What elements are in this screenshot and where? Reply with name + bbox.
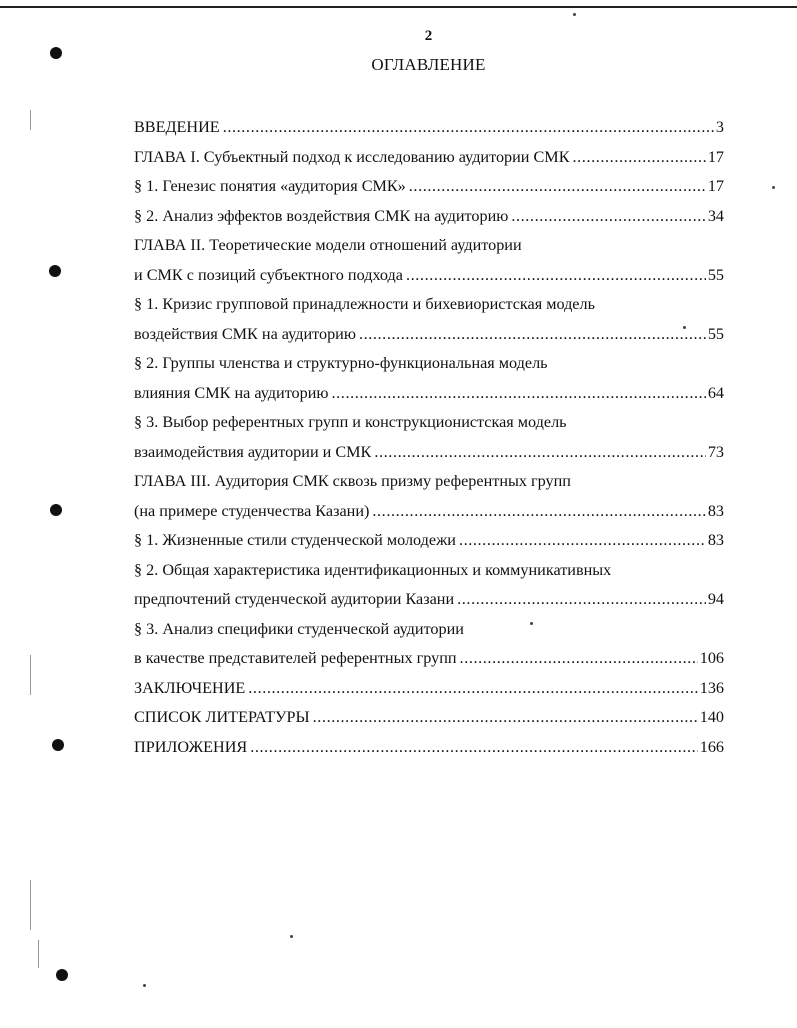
toc-entry bbox=[134, 290, 724, 320]
toc-entry-page: 94 bbox=[707, 590, 724, 608]
binder-line bbox=[30, 110, 31, 130]
toc-entry-page: 55 bbox=[707, 324, 724, 343]
toc-entry-label: влияния СМК на аудиторию bbox=[134, 383, 329, 402]
toc-entry bbox=[134, 143, 724, 173]
toc-entry-label: (на примере студенчества Казани) bbox=[134, 501, 370, 520]
toc-entry-label: § 1. Жизненные стили студенческой молодежи bbox=[134, 531, 456, 549]
punch-hole bbox=[50, 504, 62, 516]
toc-entry bbox=[134, 349, 724, 379]
toc-dot-leader bbox=[313, 703, 698, 733]
toc-dot-leader bbox=[250, 733, 698, 763]
toc-entry-page: 106 bbox=[699, 649, 724, 667]
toc-entry-label: § 2. Анализ эффектов воздействия СМК на аудиторию bbox=[134, 206, 509, 225]
toc-entry bbox=[134, 674, 724, 704]
toc-entry bbox=[134, 615, 724, 645]
toc-entry-label: в качестве представителей референтных групп bbox=[134, 649, 457, 667]
toc-dot-leader bbox=[409, 172, 706, 202]
toc-entry-label: § 3. Анализ специфики студенческой аудитории bbox=[134, 619, 464, 638]
toc-entry-page: 166 bbox=[699, 737, 724, 756]
toc-dot-leader bbox=[460, 644, 698, 674]
toc-entry bbox=[134, 467, 724, 497]
toc-entry bbox=[134, 438, 724, 468]
toc-entry bbox=[134, 408, 724, 438]
toc-entry-label: СПИСОК ЛИТЕРАТУРЫ bbox=[134, 708, 310, 726]
toc-dot-leader bbox=[573, 143, 706, 173]
toc-entry-page: 136 bbox=[699, 678, 724, 697]
scan-edge-top bbox=[0, 6, 797, 8]
table-of-contents bbox=[134, 113, 724, 762]
toc-dot-leader bbox=[511, 202, 705, 232]
toc-entry-page: 83 bbox=[707, 501, 724, 520]
toc-dot-leader bbox=[223, 113, 714, 143]
toc-entry-label: ВВЕДЕНИЕ bbox=[134, 118, 220, 136]
toc-entry-label: ГЛАВА III. Аудитория СМК сквозь призму референтных групп bbox=[134, 472, 571, 490]
toc-entry-label: § 1. Генезис понятия «аудитория СМК» bbox=[134, 177, 406, 195]
page-title: ОГЛАВЛЕНИЕ bbox=[371, 55, 486, 74]
toc-entry-page: 64 bbox=[707, 383, 724, 402]
scan-speck bbox=[772, 186, 775, 189]
toc-entry-page: 17 bbox=[707, 177, 724, 195]
toc-entry bbox=[134, 644, 724, 674]
toc-dot-leader bbox=[459, 526, 706, 556]
toc-entry bbox=[134, 231, 724, 261]
toc-entry bbox=[134, 379, 724, 409]
scan-speck bbox=[573, 13, 576, 16]
toc-entry bbox=[134, 202, 724, 232]
punch-hole bbox=[52, 739, 64, 751]
toc-entry-page: 3 bbox=[715, 118, 724, 136]
toc-entry-label: § 3. Выбор референтных групп и конструкционистская модель bbox=[134, 413, 567, 431]
scan-speck bbox=[143, 984, 146, 987]
toc-entry-label: ЗАКЛЮЧЕНИЕ bbox=[134, 678, 246, 697]
punch-hole bbox=[56, 969, 68, 981]
toc-dot-leader bbox=[248, 674, 697, 704]
toc-entry-label: § 2. Группы членства и структурно-функциональная модель bbox=[134, 354, 548, 372]
toc-entry-label: воздействия СМК на аудиторию bbox=[134, 324, 356, 343]
toc-entry-page: 34 bbox=[707, 206, 724, 225]
toc-entry-label: взаимодействия аудитории и СМК bbox=[134, 442, 372, 461]
toc-entry-page: 17 bbox=[707, 147, 724, 166]
page-number: 2 bbox=[424, 28, 433, 44]
toc-entry bbox=[134, 320, 724, 350]
toc-entry-label: ГЛАВА II. Теоретические модели отношений аудитории bbox=[134, 236, 522, 254]
toc-entry bbox=[134, 703, 724, 733]
binder-line bbox=[30, 880, 31, 930]
punch-hole bbox=[49, 265, 61, 277]
toc-dot-leader bbox=[374, 438, 705, 468]
toc-entry bbox=[134, 113, 724, 143]
toc-entry bbox=[134, 585, 724, 615]
toc-entry-page: 83 bbox=[707, 531, 724, 549]
toc-dot-leader bbox=[372, 497, 705, 527]
binder-line bbox=[38, 940, 39, 968]
toc-dot-leader bbox=[457, 585, 706, 615]
toc-entry bbox=[134, 556, 724, 586]
toc-entry bbox=[134, 172, 724, 202]
toc-entry bbox=[134, 261, 724, 291]
scan-speck bbox=[290, 935, 293, 938]
toc-entry-label: предпочтений студенческой аудитории Казани bbox=[134, 590, 455, 608]
toc-entry bbox=[134, 497, 724, 527]
toc-entry-label: ГЛАВА I. Субъектный подход к исследованию аудитории СМК bbox=[134, 147, 570, 166]
toc-entry-page: 140 bbox=[699, 708, 724, 726]
toc-entry bbox=[134, 733, 724, 763]
toc-entry bbox=[134, 526, 724, 556]
toc-dot-leader bbox=[359, 320, 706, 350]
toc-dot-leader bbox=[332, 379, 706, 409]
binder-line bbox=[30, 655, 31, 695]
toc-entry-page: 55 bbox=[707, 265, 724, 284]
toc-entry-label: ПРИЛОЖЕНИЯ bbox=[134, 737, 248, 756]
toc-dot-leader bbox=[406, 261, 706, 291]
toc-entry-label: и СМК с позиций субъектного подхода bbox=[134, 265, 403, 284]
toc-entry-page: 73 bbox=[707, 442, 724, 461]
toc-entry-label: § 1. Кризис групповой принадлежности и бихевиористская модель bbox=[134, 295, 595, 313]
toc-entry-label: § 2. Общая характеристика идентификационных и коммуникативных bbox=[134, 560, 612, 579]
